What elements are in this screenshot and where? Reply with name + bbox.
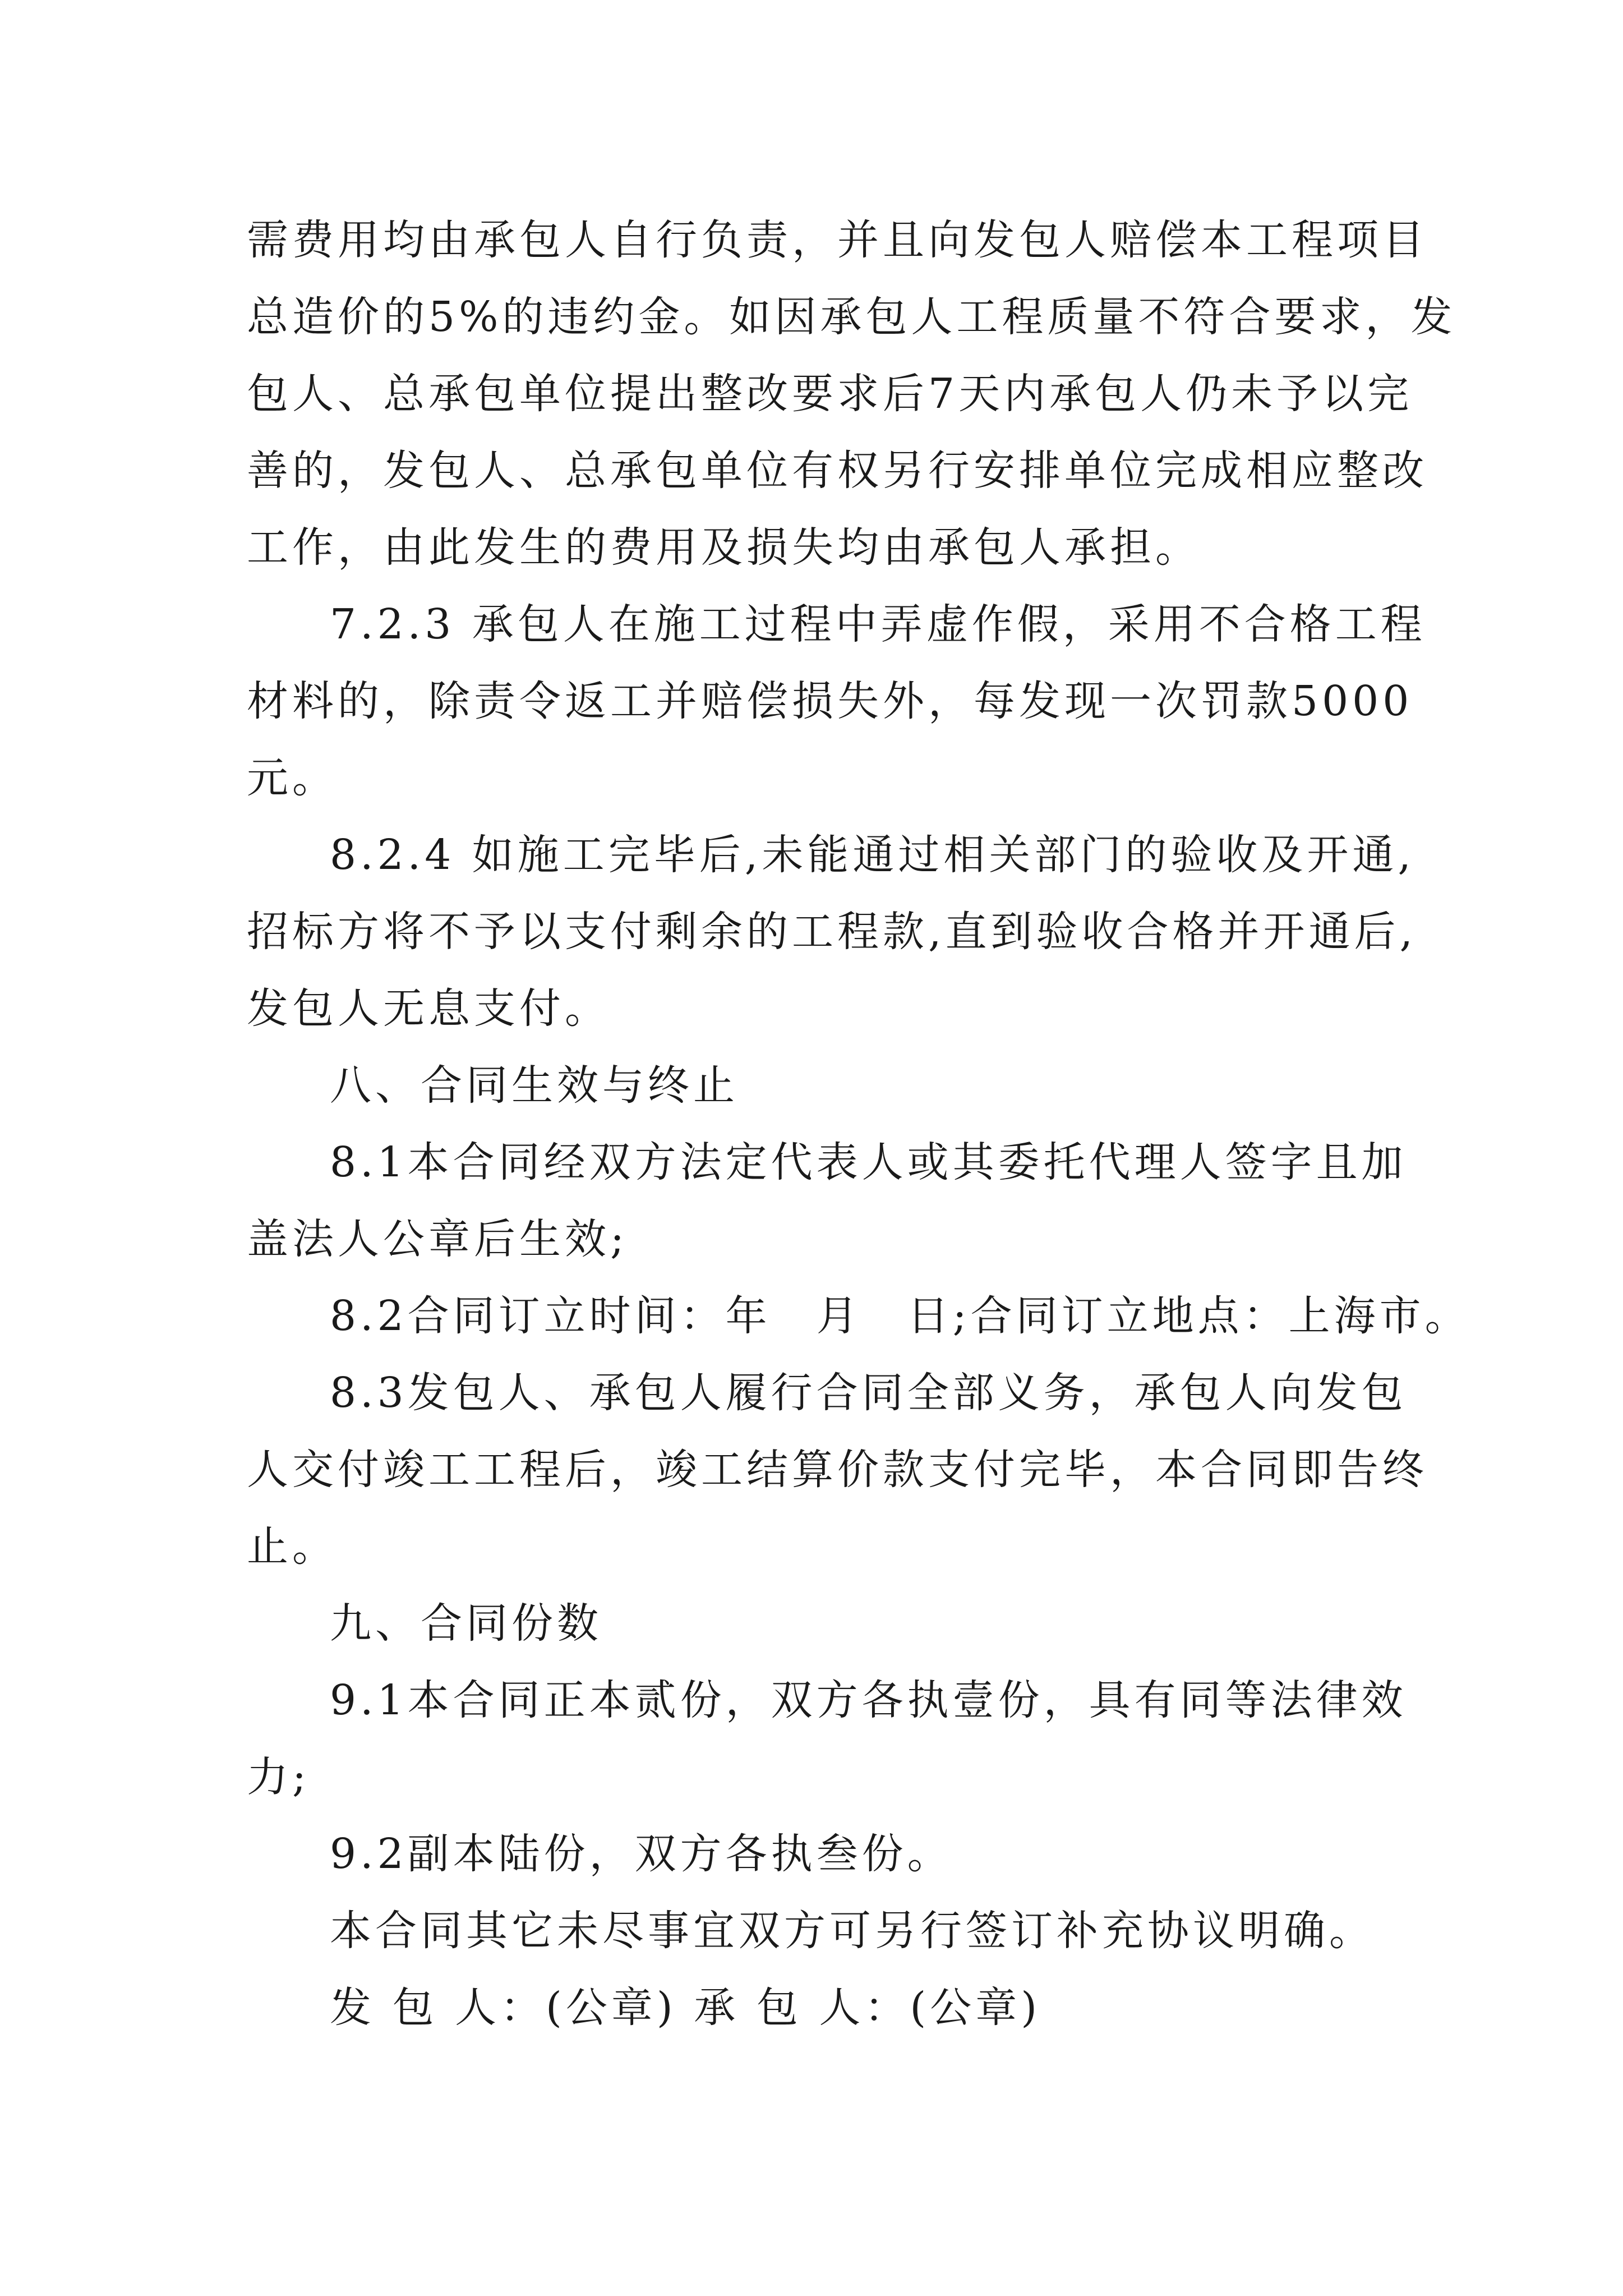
clause-9-2: 9.2副本陆份，双方各执叁份。 [330,1830,953,1878]
clause-8-1: 8.1本合同经双方法定代表人或其委托代理人签字且加 [330,1138,1407,1186]
text-line: 止。 [247,1522,338,1571]
signature-line: 发 包 人：(公章) 承 包 人：(公章) [330,1984,1041,2032]
contract-text [247,202,1470,2046]
text-line: 总造价的5%的违约金。如因承包人工程质量不符合要求，发 [247,293,1456,341]
text-line: 善的，发包人、总承包单位有权另行安排单位完成相应整改 [247,447,1428,495]
clause-8-2: 8.2合同订立时间：年 月 日;合同订立地点：上海市。 [330,1292,1470,1340]
text-line: 元。 [247,754,338,802]
text-line: 盖法人公章后生效; [247,1215,628,1263]
clause-8-2-4: 8.2.4 如施工完毕后,未能通过相关部门的验收及开通, [330,831,1415,879]
text-line: 需费用均由承包人自行负责，并且向发包人赔偿本工程项目 [247,216,1428,264]
text-line: 材料的，除责令返工并赔偿损失外，每发现一次罚款5000 [247,677,1413,725]
supplementary-note: 本合同其它未尽事宜双方可另行签订补充协议明确。 [330,1907,1375,1955]
clause-9-1: 9.1本合同正本贰份，双方各执壹份，具有同等法律效 [330,1676,1407,1724]
section-heading-9: 九、合同份数 [330,1599,602,1648]
text-line: 包人、总承包单位提出整改要求后7天内承包人仍未予以完 [247,370,1413,418]
text-line: 发包人无息支付。 [247,984,610,1033]
text-line: 人交付竣工工程后，竣工结算价款支付完毕，本合同即告终 [247,1446,1428,1494]
text-line: 力; [247,1753,310,1801]
clause-8-3: 8.3发包人、承包人履行合同全部义务，承包人向发包 [330,1369,1407,1417]
text-line: 招标方将不予以支付剩余的工程款,直到验收合格并开通后, [247,908,1417,956]
section-heading-8: 八、合同生效与终止 [330,1061,739,1110]
clause-7-2-3: 7.2.3 承包人在施工过程中弄虚作假，采用不合格工程 [330,600,1426,648]
text-line: 工作，由此发生的费用及损失均由承包人承担。 [247,523,1201,572]
